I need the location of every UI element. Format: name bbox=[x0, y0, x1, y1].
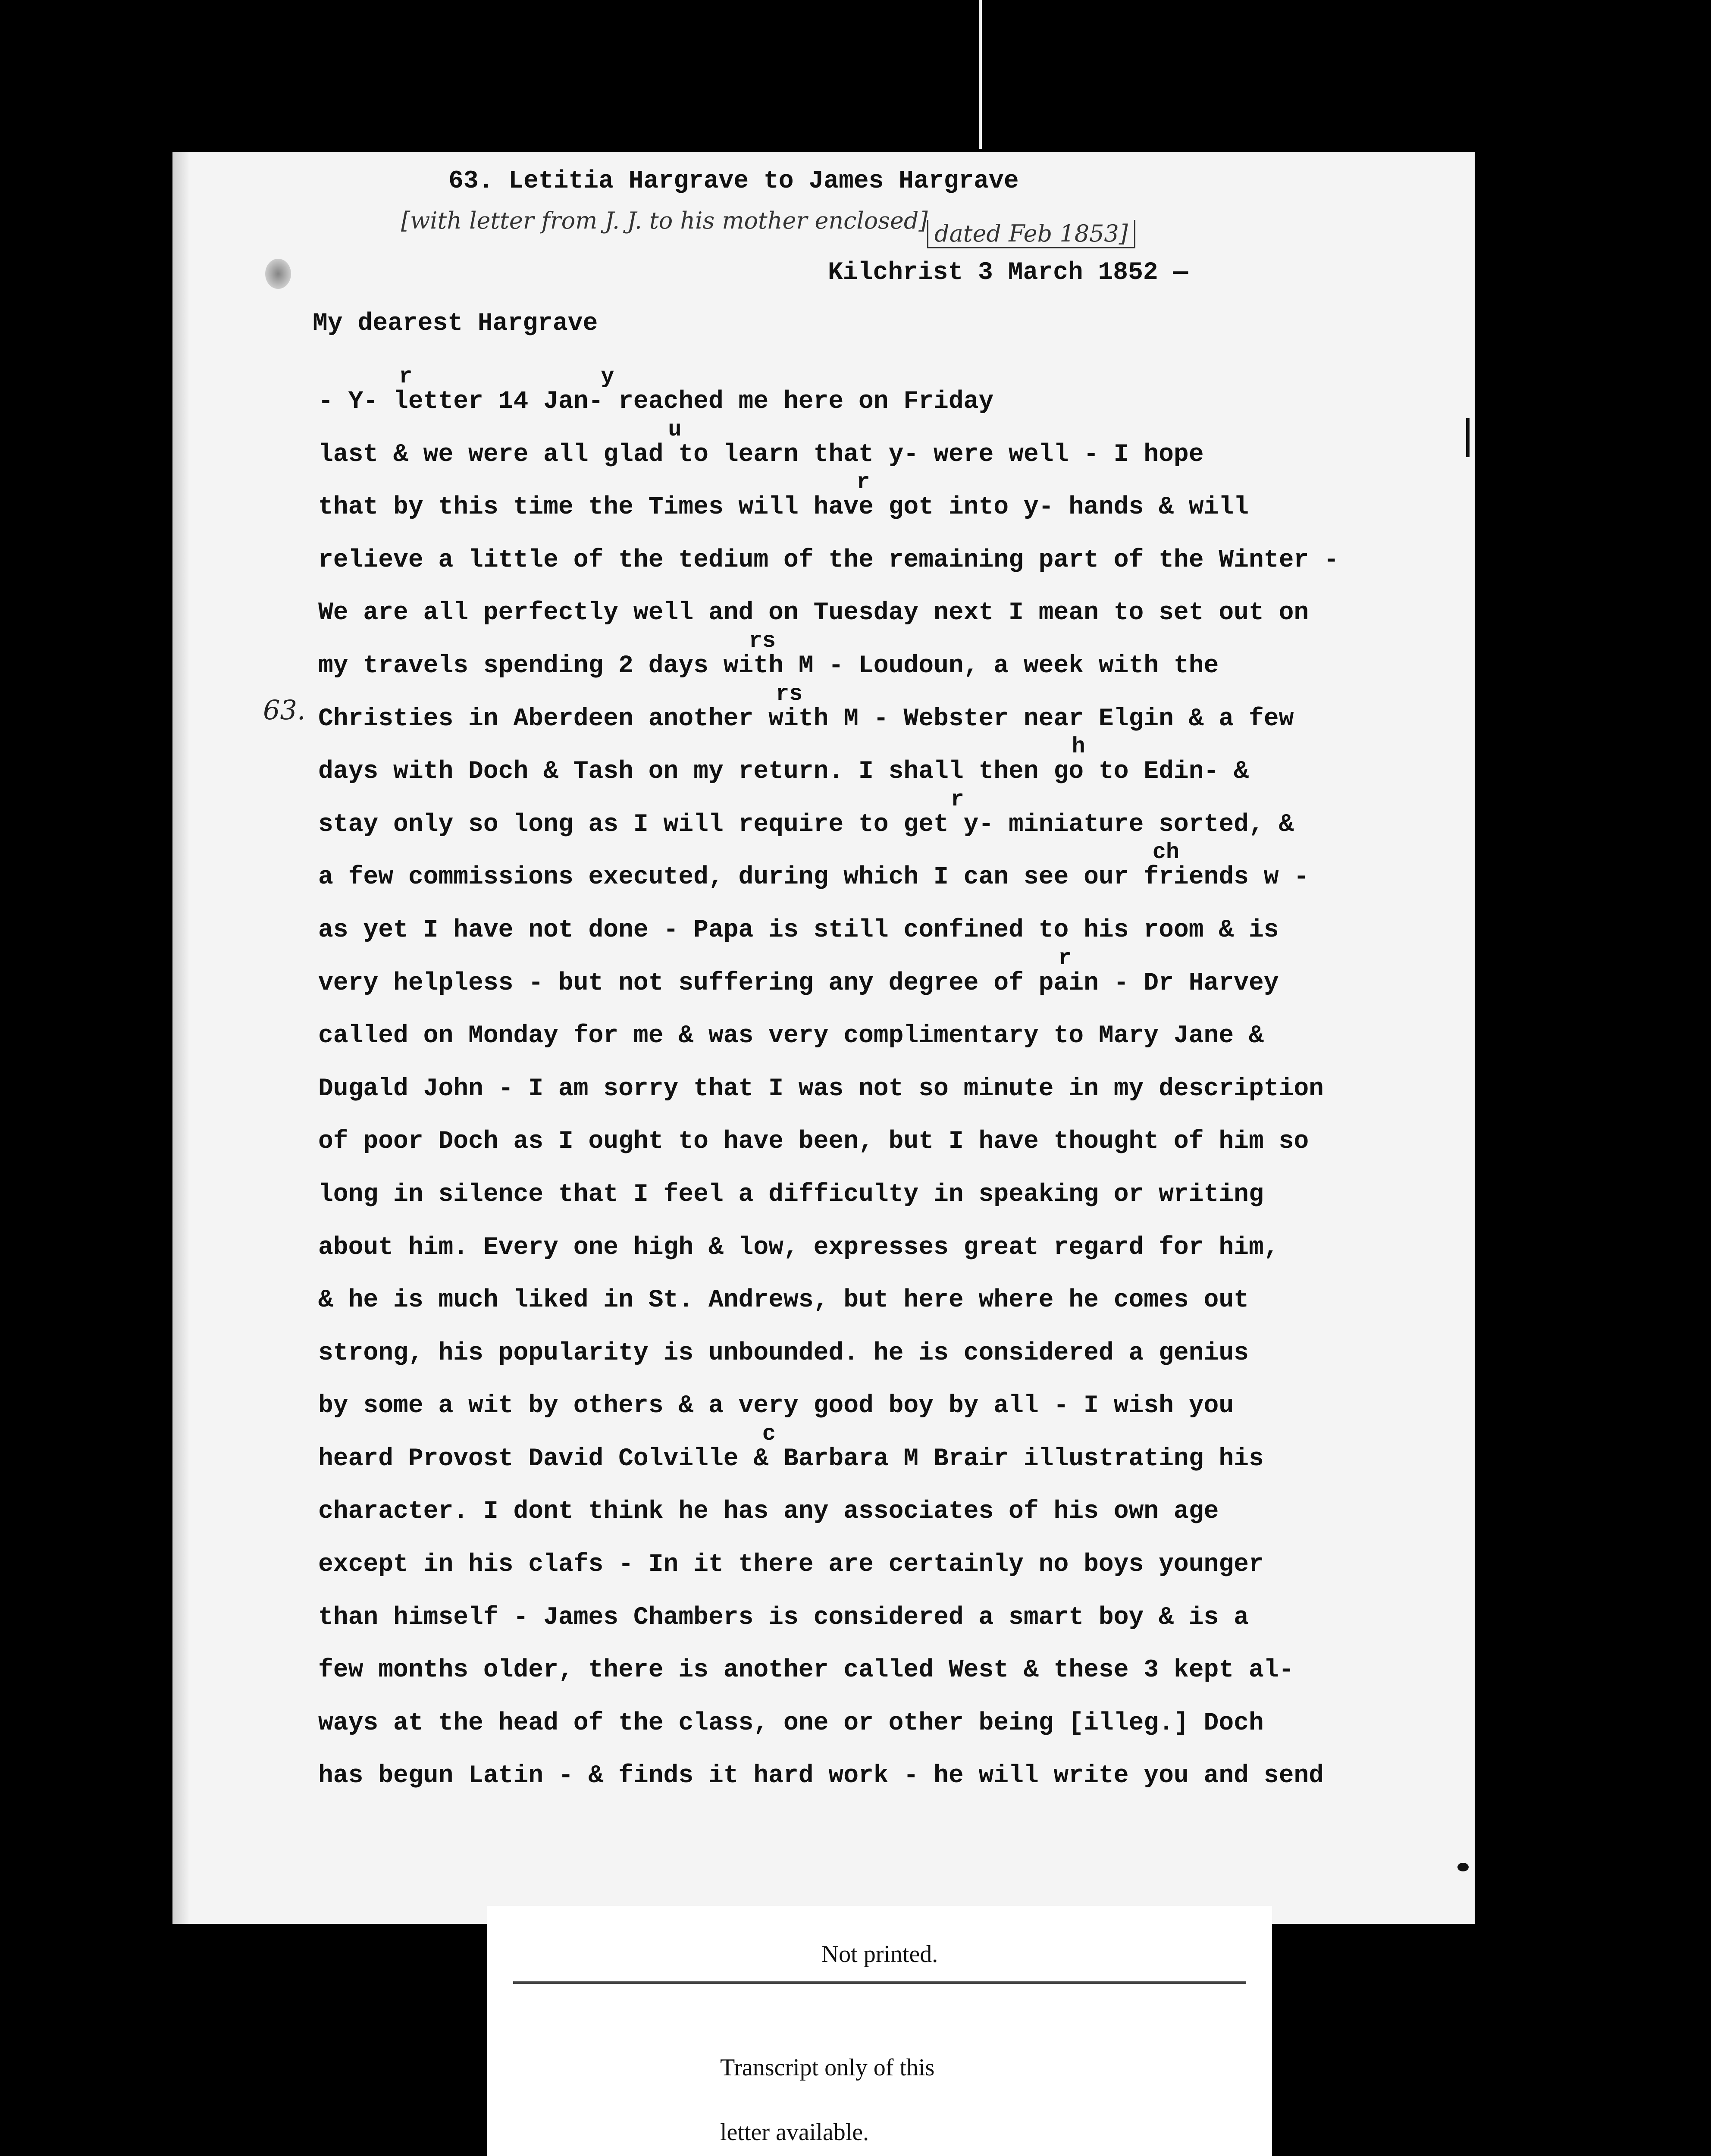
superscript-line bbox=[318, 893, 1422, 918]
superscript-line: ch bbox=[318, 840, 1180, 865]
page-shadow bbox=[172, 152, 190, 1924]
transcript-line: Transcript only of this bbox=[720, 2054, 935, 2081]
line-text: days with Doch & Tash on my return. I shall then go to Edin- & bbox=[318, 758, 1249, 786]
line-text: last & we were all glad to learn that y- were well - I hope bbox=[318, 440, 1204, 469]
line-text: few months older, there is another called West & these 3 kept al- bbox=[318, 1656, 1294, 1685]
superscript-line: r y bbox=[318, 364, 614, 389]
margin-tick bbox=[1466, 418, 1470, 457]
superscript-line bbox=[318, 1157, 1422, 1182]
letter-line bbox=[318, 1316, 1422, 1369]
notice-card bbox=[487, 1906, 1272, 2156]
letter-line bbox=[318, 946, 1422, 999]
superscript-line bbox=[318, 576, 1422, 601]
superscript-line bbox=[318, 1739, 1422, 1764]
letter-line bbox=[318, 840, 1422, 893]
letter-line bbox=[318, 1210, 1422, 1263]
superscript-line: rs bbox=[318, 681, 803, 707]
line-text: We are all perfectly well and on Tuesday next I mean to set out on bbox=[318, 599, 1309, 627]
superscript-line bbox=[318, 1052, 1422, 1077]
line-text: Dugald John - I am sorry that I was not so minute in my description bbox=[318, 1075, 1324, 1103]
superscript-line bbox=[318, 1210, 1422, 1235]
line-text: Christies in Aberdeen another with M - Webster near Elgin & a few bbox=[318, 705, 1294, 733]
superscript-line bbox=[318, 999, 1422, 1024]
letter-line bbox=[318, 1422, 1422, 1475]
line-text: heard Provost David Colville & Barbara M Brair illustrating his bbox=[318, 1445, 1264, 1473]
line-text: except in his clafs - In it there are certainly no boys younger bbox=[318, 1551, 1264, 1579]
line-text: as yet I have not done - Papa is still confined to his room & is bbox=[318, 916, 1279, 944]
line-text: long in silence that I feel a difficulty in speaking or writing bbox=[318, 1180, 1264, 1209]
superscript-line bbox=[318, 1316, 1422, 1341]
transcript-note bbox=[720, 2035, 934, 2156]
superscript-line: r bbox=[318, 945, 1072, 971]
line-text: strong, his popularity is unbounded. he is considered a genius bbox=[318, 1339, 1249, 1367]
letter-line bbox=[318, 682, 1422, 735]
line-text: called on Monday for me & was very complimentary to Mary Jane & bbox=[318, 1022, 1264, 1050]
letter-line bbox=[318, 1157, 1422, 1210]
letter-line bbox=[318, 1686, 1422, 1739]
letter-line bbox=[318, 1633, 1422, 1686]
superscript-line: c bbox=[318, 1421, 776, 1447]
letter-line bbox=[318, 629, 1422, 682]
top-divider-line bbox=[979, 0, 982, 149]
superscript-line bbox=[318, 1104, 1422, 1129]
handwritten-annotation-date: dated Feb 1853] bbox=[927, 220, 1135, 248]
transcript-line: letter available. bbox=[720, 2119, 869, 2146]
line-text: that by this time the Times will have got into y- hands & will bbox=[318, 493, 1249, 522]
letter-line bbox=[318, 1527, 1422, 1580]
letter-line bbox=[318, 893, 1422, 946]
superscript-line: rs bbox=[318, 628, 776, 654]
superscript-line: h bbox=[318, 734, 1085, 760]
letter-dateline: Kilchrist 3 March 1852 — bbox=[828, 259, 1188, 287]
letter-line bbox=[318, 999, 1422, 1052]
letter-line bbox=[318, 1474, 1422, 1527]
letter-body bbox=[318, 364, 1422, 1792]
superscript-line bbox=[318, 1369, 1422, 1394]
line-text: relieve a little of the tedium of the remaining part of the Winter - bbox=[318, 546, 1339, 574]
superscript-line: r bbox=[318, 787, 964, 812]
line-text: ways at the head of the class, one or other being [illeg.] Doch bbox=[318, 1709, 1264, 1737]
letter-line bbox=[318, 417, 1422, 470]
line-text: & he is much liked in St. Andrews, but here where he comes out bbox=[318, 1286, 1249, 1315]
letter-line bbox=[318, 523, 1422, 576]
superscript-line bbox=[318, 1580, 1422, 1605]
margin-tick bbox=[1457, 1863, 1469, 1871]
line-text: a few commissions executed, during which I can see our friends w - bbox=[318, 863, 1309, 892]
line-text: - Y- letter 14 Jan- reached me here on Friday bbox=[318, 388, 994, 416]
letter-line bbox=[318, 734, 1422, 787]
superscript-line bbox=[318, 1263, 1422, 1288]
letter-line bbox=[318, 787, 1422, 840]
letter-line bbox=[318, 1104, 1422, 1157]
letter-line bbox=[318, 470, 1422, 523]
line-text: character. I dont think he has any associates of his own age bbox=[318, 1498, 1219, 1526]
line-text: my travels spending 2 days with M - Loudoun, a week with the bbox=[318, 652, 1219, 680]
margin-number: 63. bbox=[263, 694, 306, 726]
letter-line bbox=[318, 1052, 1422, 1105]
letter-line bbox=[318, 1369, 1422, 1422]
letter-line bbox=[318, 1263, 1422, 1316]
line-text: very helpless - but not suffering any degree of pain - Dr Harvey bbox=[318, 969, 1279, 997]
superscript-line bbox=[318, 523, 1422, 548]
line-text: stay only so long as I will require to get y- miniature sorted, & bbox=[318, 810, 1294, 839]
stamp-mark-icon bbox=[265, 259, 291, 289]
letter-line bbox=[318, 1580, 1422, 1633]
letter-line bbox=[318, 364, 1422, 417]
handwritten-annotation: [with letter from J. J. to his mother enclosed] bbox=[401, 207, 928, 234]
notice-divider bbox=[513, 1981, 1246, 1984]
line-text: of poor Doch as I ought to have been, but I have thought of him so bbox=[318, 1128, 1309, 1156]
not-printed-label: Not printed. bbox=[821, 1941, 938, 1968]
superscript-line: u bbox=[318, 417, 682, 442]
superscript-line: r bbox=[318, 470, 870, 495]
superscript-line bbox=[318, 1633, 1422, 1658]
line-text: by some a wit by others & a very good boy by all - I wish you bbox=[318, 1392, 1234, 1420]
line-text: than himself - James Chambers is considered a smart boy & is a bbox=[318, 1603, 1249, 1632]
superscript-line bbox=[318, 1527, 1422, 1552]
superscript-line bbox=[318, 1474, 1422, 1499]
line-text: has begun Latin - & finds it hard work - he will write you and send bbox=[318, 1762, 1324, 1790]
line-text: about him. Every one high & low, expresses great regard for him, bbox=[318, 1233, 1279, 1262]
letter-line bbox=[318, 576, 1422, 629]
superscript-line bbox=[318, 1686, 1422, 1711]
letter-salutation: My dearest Hargrave bbox=[313, 310, 598, 338]
letter-title: 63. Letitia Hargrave to James Hargrave bbox=[448, 167, 1019, 195]
letter-line bbox=[318, 1739, 1422, 1792]
